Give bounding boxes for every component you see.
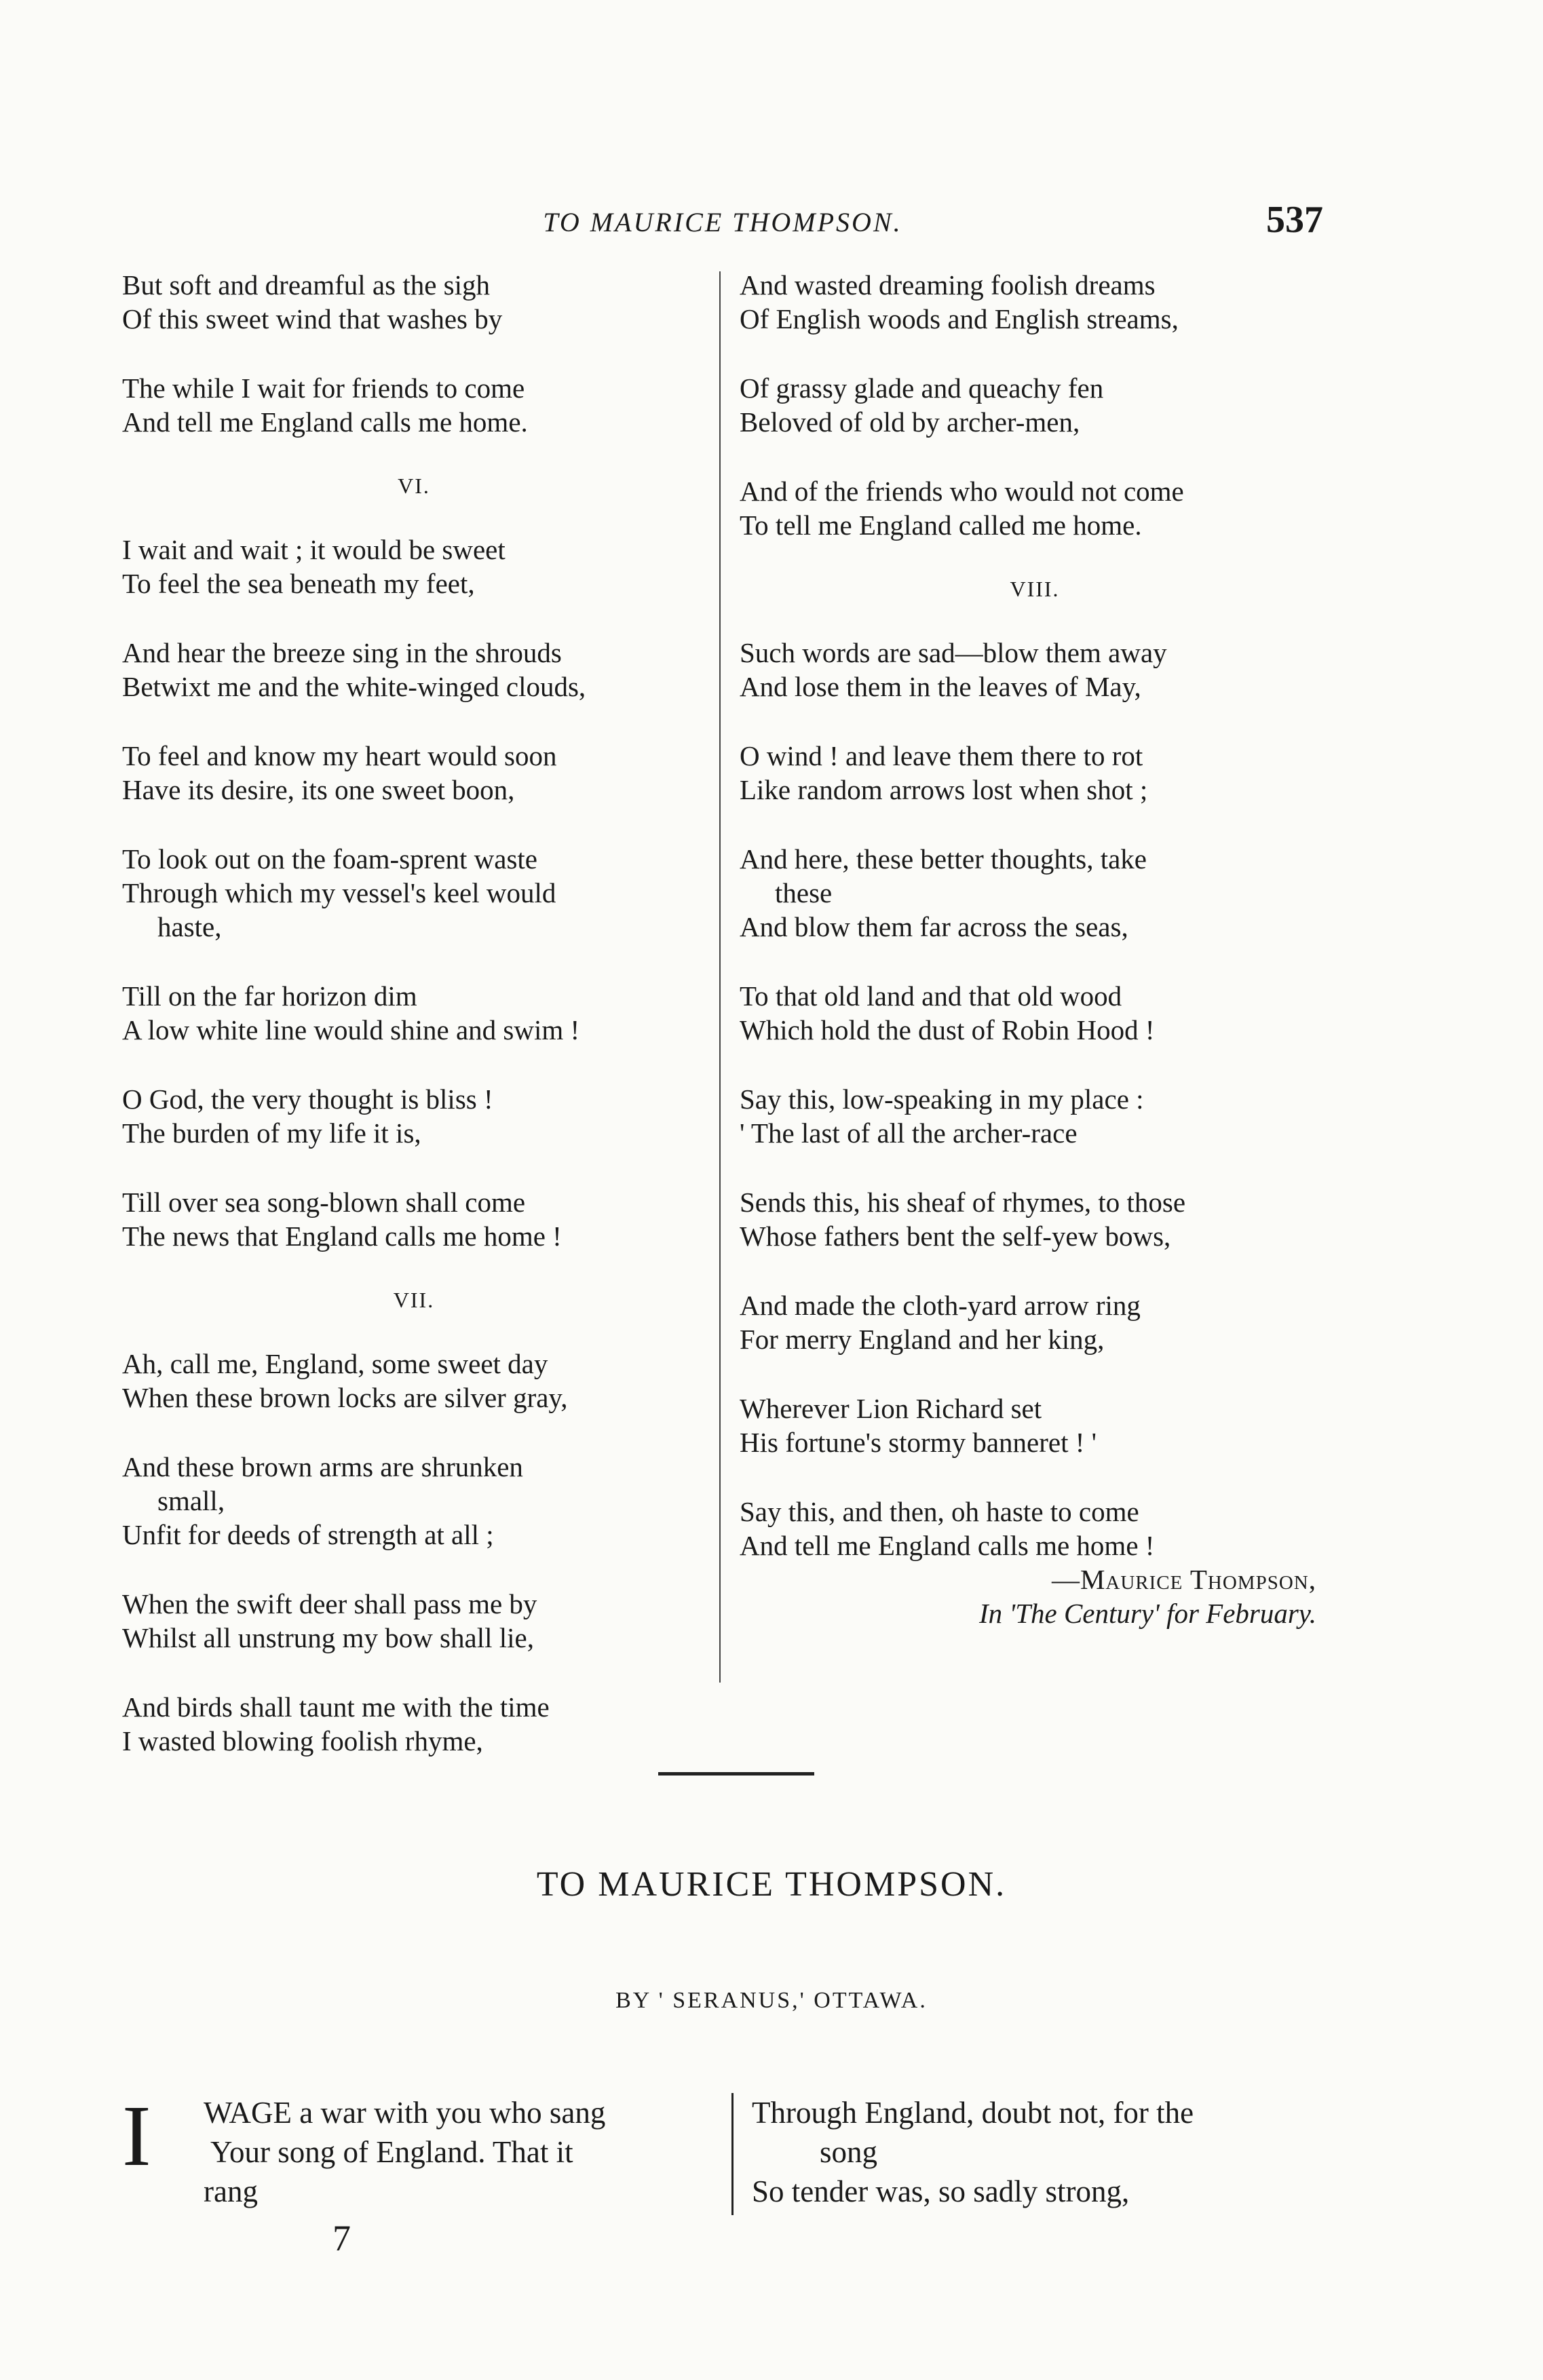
stanza [740,842,1330,944]
verse-line: To tell me England called me home. [740,510,1142,541]
right-column [740,268,1330,1630]
stanza [122,1185,706,1253]
source-citation: In 'The Century' for February. [979,1598,1316,1629]
page-number: 537 [1266,199,1323,241]
verse-line: Of English woods and English streams, [740,303,1179,334]
verse-line: And of the friends who would not come [740,476,1184,507]
verse-line: For merry England and her king, [740,1324,1105,1355]
stanza [740,1082,1330,1150]
verse-line: Through which my vessel's keel would [122,877,556,908]
verse-line: Of this sweet wind that washes by [122,303,503,334]
verse-line: Like random arrows lost when shot ; [740,774,1148,805]
verse-line: And tell me England calls me home ! [740,1530,1155,1561]
verse-line: To feel the sea beneath my feet, [122,568,475,599]
verse-line: O wind ! and leave them there to rot [740,740,1143,771]
verse-line: Say this, and then, oh haste to come [740,1496,1139,1527]
section-numeral: VIII. [1010,577,1060,601]
stanza [740,1495,1330,1630]
verse-line: And tell me England calls me home. [122,406,528,438]
verse-line: And wasted dreaming foolish dreams [740,269,1156,301]
verse-line: And birds shall taunt me with the time [122,1691,550,1723]
stanza [740,268,1330,336]
stanza [122,533,706,600]
stanza [122,1690,706,1758]
stanza [122,1347,706,1415]
verse-line: Betwixt me and the white-winged clouds, [122,671,586,702]
verse-line: Wherever Lion Richard set [740,1393,1042,1424]
attribution-source [740,1596,1330,1630]
verse-line: The while I wait for friends to come [122,372,525,404]
column-rule [731,2093,734,2215]
stanza [740,1391,1330,1459]
verse-line: O God, the very thought is bliss ! [122,1083,493,1115]
verse-line: A low white line would shine and swim ! [122,1014,580,1045]
verse-line: I wait and wait ; it would be sweet [122,534,506,565]
stanza [740,636,1330,704]
stanza [122,842,706,944]
verse-line: Have its desire, its one sweet boon, [122,774,515,805]
verse-line: When the swift deer shall pass me by [122,1588,537,1619]
verse-line: Till over sea song-blown shall come [122,1187,526,1218]
verse-line: these [775,877,833,908]
author-name: —Maurice Thompson, [1051,1564,1316,1595]
verse-line: Ah, call me, England, some sweet day [122,1348,548,1379]
stanza [740,1185,1330,1253]
left-column [122,268,706,1793]
verse-line: And these brown arms are shrunken [122,1451,523,1482]
stanza [122,636,706,704]
stanza [122,739,706,807]
verse-line: The burden of my life it is, [122,1117,421,1149]
verse-line: But soft and dreamful as the sigh [122,269,491,301]
poem2-left-column [122,2088,719,2211]
poem-byline: BY ' SERANUS,' OTTAWA. [615,1988,928,2013]
verse-line: Of grassy glade and queachy fen [740,372,1104,404]
stanza [122,1082,706,1150]
verse-line: Such words are sad—blow them away [740,637,1167,668]
stanza [122,1587,706,1655]
running-head [122,198,1323,246]
verse-line: To feel and know my heart would soon [122,740,557,771]
verse-line: I wasted blowing foolish rhyme, [122,1725,483,1757]
stanza [740,371,1330,439]
verse-line: Beloved of old by archer-men, [740,406,1080,438]
section-separator [658,1772,814,1776]
stanza [740,739,1330,807]
stanza [122,979,706,1047]
section-numeral: VI. [398,474,430,498]
verse-line: Unfit for deeds of strength at all ; [122,1519,494,1550]
verse-line: And blow them far across the seas, [740,911,1128,942]
drop-cap: I [122,2088,151,2184]
verse-line: rang [204,2174,258,2208]
running-title: TO MAURICE THOMPSON. [543,207,902,237]
poem2-right-column [752,2093,1349,2211]
column-rule [719,271,721,1683]
stanza [740,474,1330,542]
stanza [122,1450,706,1552]
stanza [740,979,1330,1047]
verse-line: And here, these better thoughts, take [740,843,1147,875]
verse-line: And hear the breeze sing in the shrouds [122,637,562,668]
attribution-name [740,1562,1330,1596]
verse-line: small, [157,1485,225,1516]
verse-line: So tender was, so sadly strong, [752,2174,1130,2208]
verse-line: His fortune's stormy banneret ! ' [740,1427,1097,1458]
verse-line: ' The last of all the archer-race [740,1117,1078,1149]
verse-line: To look out on the foam-sprent waste [122,843,537,875]
verse-line: To that old land and that old wood [740,980,1122,1012]
poem-title: TO MAURICE THOMPSON. [536,1865,1007,1904]
section-numeral: VII. [393,1288,435,1312]
verse-line: Say this, low-speaking in my place : [740,1083,1144,1115]
verse-line: Through England, doubt not, for the [752,2096,1194,2130]
verse-line: The news that England calls me home ! [122,1221,562,1252]
verse-line: Your song of England. That it [210,2135,573,2169]
verse-line: And lose them in the leaves of May, [740,671,1141,702]
verse-line: And made the cloth-yard arrow ring [740,1290,1141,1321]
verse-line: Whilst all unstrung my bow shall lie, [122,1622,534,1653]
stanza [122,371,706,439]
stanza [740,1288,1330,1356]
verse-line: Sends this, his sheaf of rhymes, to those [740,1187,1186,1218]
verse-line: Till on the far horizon dim [122,980,417,1012]
verse-line: song [820,2135,878,2169]
verse-line: When these brown locks are silver gray, [122,1382,568,1413]
verse-line: haste, [157,911,222,942]
stanza [122,268,706,336]
verse-line: WAGE a war with you who sang [204,2096,606,2130]
verse-line: Whose fathers bent the self-yew bows, [740,1221,1171,1252]
signature-mark: 7 [332,2218,351,2259]
verse-line: Which hold the dust of Robin Hood ! [740,1014,1155,1045]
